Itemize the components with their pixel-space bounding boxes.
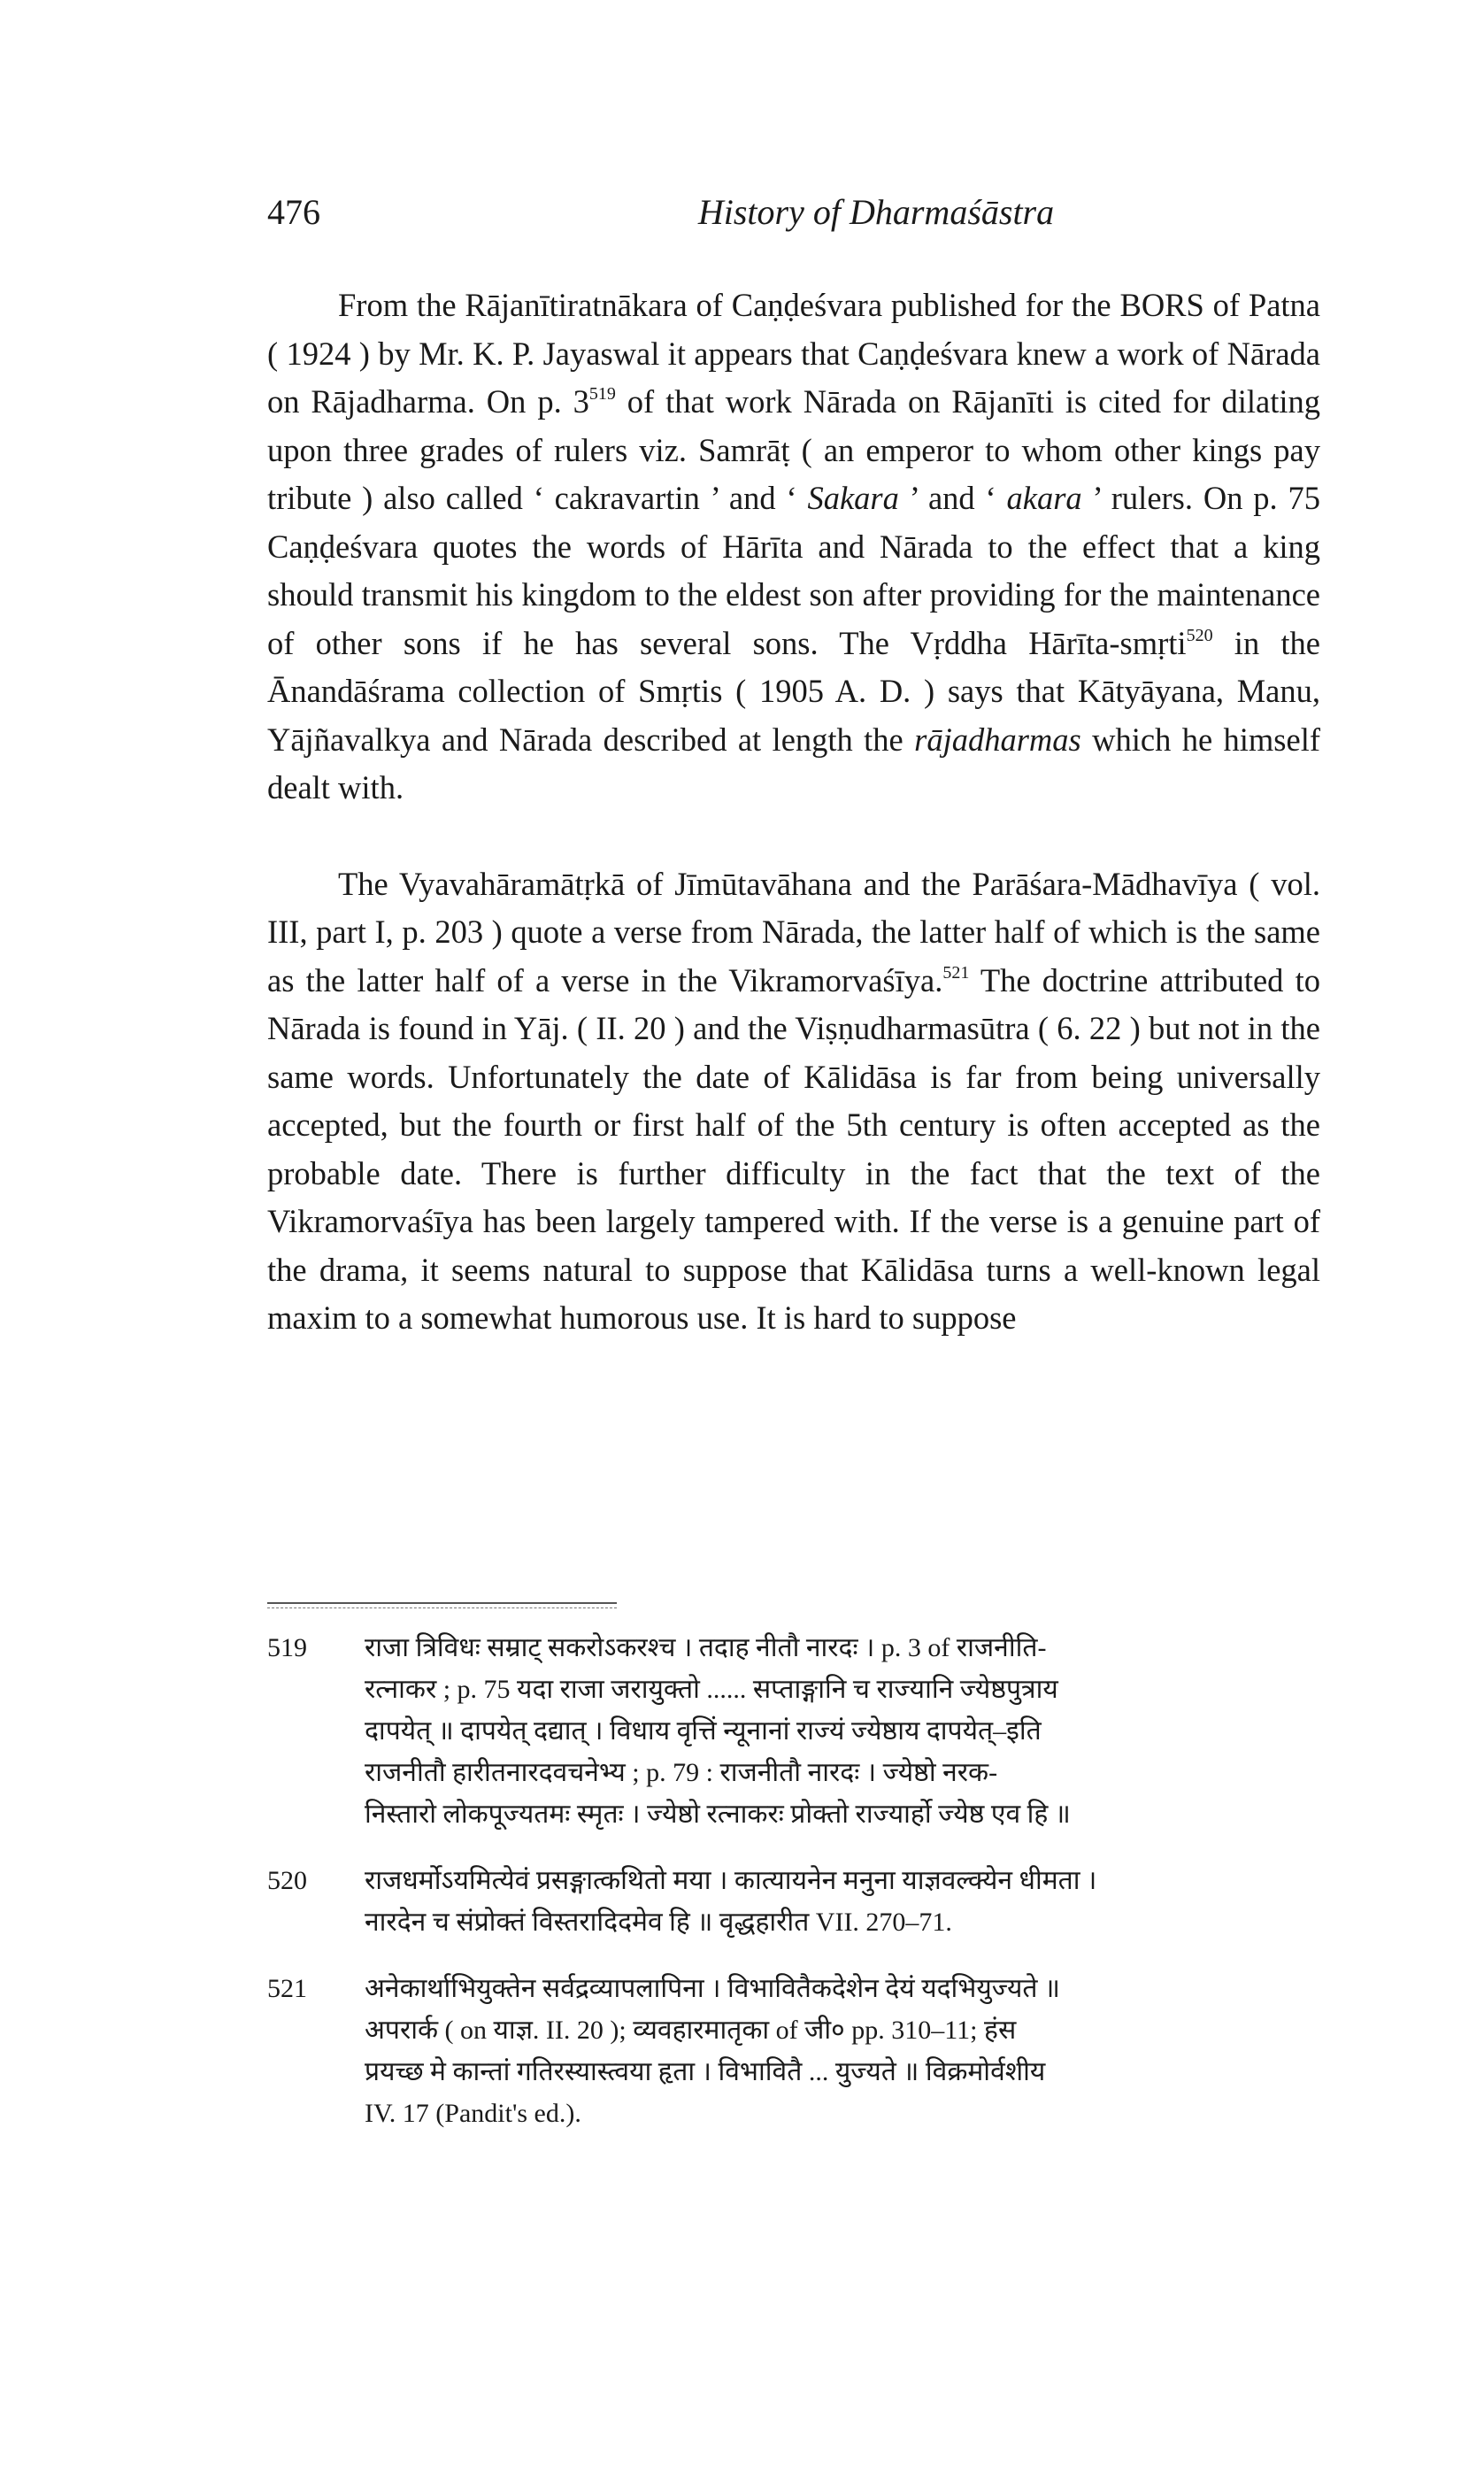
footnote-line: अनेकार्थाभियुक्तेन सर्वद्रव्यापलापिना । विभावितैकदेशेन देयं यदभियुज्यते ॥: [365, 1974, 1060, 2003]
footnote-520: [267, 1860, 1320, 1943]
footnote-line: अपरार्क ( on याज्ञ. II. 20 ); व्यवहारमातृका of जी० pp. 310–11; हंस: [365, 2016, 1017, 2045]
text-segment: ’ rulers. On p. 75 Caṇḍeśvara quotes the words of Hārīta and Nārada to the effect that a king should transmit his kingdom to the eldest son after providing for the maintenance of other sons if he has several sons. The Vṛddha Hārīta-smṛti: [267, 480, 1320, 661]
text-segment: ’ and ‘: [898, 480, 1007, 516]
footnote-line: राजनीतौ हारीतनारदवचनेभ्य ; p. 79 : राजनीतौ नारदः । ज्येष्ठो नरक-: [365, 1758, 998, 1787]
text-segment: The doctrine attributed to Nārada is found in Yāj. ( II. 20 ) and the Viṣṇudharmasūtra ( 6. 22 ) but not in the same words. Unfortunately the date of Kālidāsa is far from being universally accepted, but the fourth or first half of the 5th century is often accepted as the probable date. There is further difficulty in the fact that the text of the Vikramorvaśīya has been largely tampered with. If the verse is a genuine part of the drama, it seems natural to suppose that Kālidāsa turns a well-known legal maxim to a somewhat humorous use. It is hard to suppose: [267, 961, 1320, 1336]
footnote-line: राजा त्रिविधः सम्राट् सकरोऽकरश्च । तदाह नीतौ नारदः । p. 3 of राजनीति-: [365, 1633, 1047, 1662]
italic-term: Sakara: [807, 480, 899, 516]
italic-term: akara: [1006, 480, 1082, 516]
italic-term: rājadharmas: [914, 721, 1081, 758]
body-text: [267, 281, 1320, 1343]
footnote-ref-519: 519: [588, 384, 616, 404]
text-segment: which he himself dealt with.: [267, 721, 1320, 806]
footnote-line: IV. 17 (Pandit's ed.).: [365, 2099, 581, 2128]
footnote-521: [267, 1968, 1320, 2134]
text-segment: The Vyavahāramātṛkā of Jīmūtavāhana and the Parāśara-Mādhavīya ( vol. III, part I, p. 203 ) quote a verse from Nārada, the latter half of which is the same as the latter half of a verse in the Vikramorvaśīya.: [267, 865, 1320, 998]
footnotes: [267, 1627, 1320, 2134]
text-segment: of that work Nārada on Rājanīti is cited for dilating upon three grades of rulers viz. Samrāṭ ( an emperor to whom other kings pay tribute ) also called ‘ cakravartin ’ and ‘: [267, 383, 1320, 516]
page-header: [0, 186, 1484, 248]
text-segment: in the Ānandāśrama collection of Smṛtis ( 1905 A. D. ) says that Kātyāyana, Manu, Yājñavalkya and Nārada described at length the: [267, 624, 1321, 758]
footnote-separator: [267, 1602, 617, 1604]
footnote-number: 520: [267, 1866, 307, 1895]
footnote-ref-520: 520: [1186, 625, 1213, 645]
footnote-line: प्रयच्छ मे कान्तां गतिरस्यास्त्वया हृता । विभावितै ... युज्यते ॥ विक्रमोर्वशीय: [365, 2057, 1046, 2086]
text-segment: From the Rājanītiratnākara of Caṇḍeśvara published for the BORS of Patna ( 1924 ) by Mr. K. P. Jayaswal it appears that Caṇḍeśvara knew a work of Nārada on Rājadharma. On p. 3: [267, 287, 1320, 420]
footnote-ref-521: 521: [942, 962, 970, 983]
page-number: 476: [267, 192, 320, 232]
footnote-line: निस्तारो लोकपूज्यतमः स्मृतः । ज्येष्ठो रत्नाकरः प्रोक्तो राज्यार्हो ज्येष्ठ एव हि ॥: [365, 1800, 1071, 1829]
paragraph-2: [267, 860, 1320, 1343]
footnote-line: रत्नाकर ; p. 75 यदा राजा जरायुक्तो ...... सप्ताङ्गानि च राज्यानि ज्येष्ठपुत्राय: [365, 1675, 1058, 1704]
footnote-line: दापयेत् ॥ दापयेत् दद्यात् । विधाय वृत्तिं न्यूनानां राज्यं ज्येष्ठाय दापयेत्–इति: [365, 1716, 1042, 1746]
paragraph-1: [267, 281, 1320, 813]
footnote-line: नारदेन च संप्रोक्तं विस्तरादिदमेव हि ॥ वृद्धहारीत VII. 270–71.: [365, 1908, 952, 1937]
footnote-number: 519: [267, 1633, 307, 1662]
footnote-line: राजधर्मोऽयमित्येवं प्रसङ्गात्कथितो मया । कात्यायनेन मनुना याज्ञवल्क्येन धीमता ।: [365, 1866, 1097, 1895]
footnote-519: [267, 1627, 1320, 1835]
footnote-number: 521: [267, 1974, 307, 2003]
running-title: History of Dharmaśāstra: [697, 192, 1055, 232]
